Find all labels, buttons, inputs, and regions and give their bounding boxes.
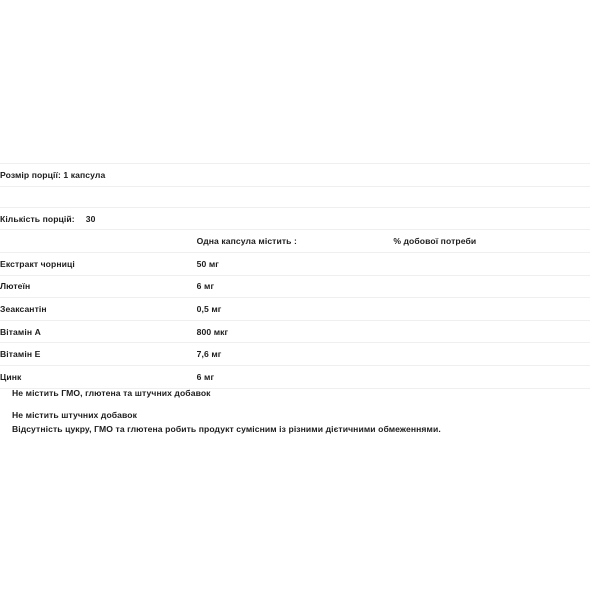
ingredient-name: Лютеїн — [0, 275, 197, 298]
header-cell-name — [0, 230, 197, 253]
serving-size-text: Розмір порції: 1 капсула — [0, 164, 590, 187]
ingredient-amount: 800 мкг — [197, 320, 394, 343]
table-header-row — [0, 230, 590, 253]
table-row — [0, 320, 590, 343]
table-row — [0, 343, 590, 366]
note-dietary-restrictions: Відсутність цукру, ГМО та глютена робить продукт сумісним із різними дієтичними обмеженнями. — [12, 424, 441, 434]
ingredient-name: Вітамін А — [0, 320, 197, 343]
servings-count-value: 30 — [85, 213, 96, 224]
ingredient-daily-value — [393, 343, 590, 366]
table-row — [0, 275, 590, 298]
table-row — [0, 253, 590, 276]
supplement-facts-panel — [0, 163, 590, 389]
ingredient-amount: 7,6 мг — [197, 343, 394, 366]
supplement-facts-table — [0, 163, 590, 389]
ingredient-daily-value — [393, 253, 590, 276]
ingredient-name: Цинк — [0, 365, 197, 388]
ingredient-daily-value — [393, 275, 590, 298]
ingredient-name: Зеаксантін — [0, 298, 197, 321]
serving-size-row — [0, 164, 590, 187]
ingredient-amount: 6 мг — [197, 275, 394, 298]
ingredient-amount: 50 мг — [197, 253, 394, 276]
servings-count-label: Кількість порцій: — [0, 213, 75, 224]
spacer-row — [0, 187, 590, 208]
ingredient-amount: 0,5 мг — [197, 298, 394, 321]
ingredient-amount: 6 мг — [197, 365, 394, 388]
ingredient-daily-value — [393, 320, 590, 343]
servings-count-row — [0, 208, 590, 230]
servings-count-cell — [0, 208, 590, 230]
ingredient-name: Вітамін Е — [0, 343, 197, 366]
header-cell-daily-value: % добової потреби — [393, 230, 590, 253]
product-notes — [12, 386, 588, 436]
header-cell-amount: Одна капсула містить : — [197, 230, 394, 253]
table-row — [0, 298, 590, 321]
ingredient-daily-value — [393, 365, 590, 388]
table-row — [0, 365, 590, 388]
ingredient-daily-value — [393, 298, 590, 321]
spacer-cell — [0, 187, 590, 208]
ingredient-name: Екстракт чорниці — [0, 253, 197, 276]
note-no-artificial-additives: Не містить штучних добавок — [12, 410, 138, 420]
note-gap — [12, 400, 588, 408]
note-no-gmo: Не містить ГМО, глютена та штучних добавок — [12, 388, 211, 398]
